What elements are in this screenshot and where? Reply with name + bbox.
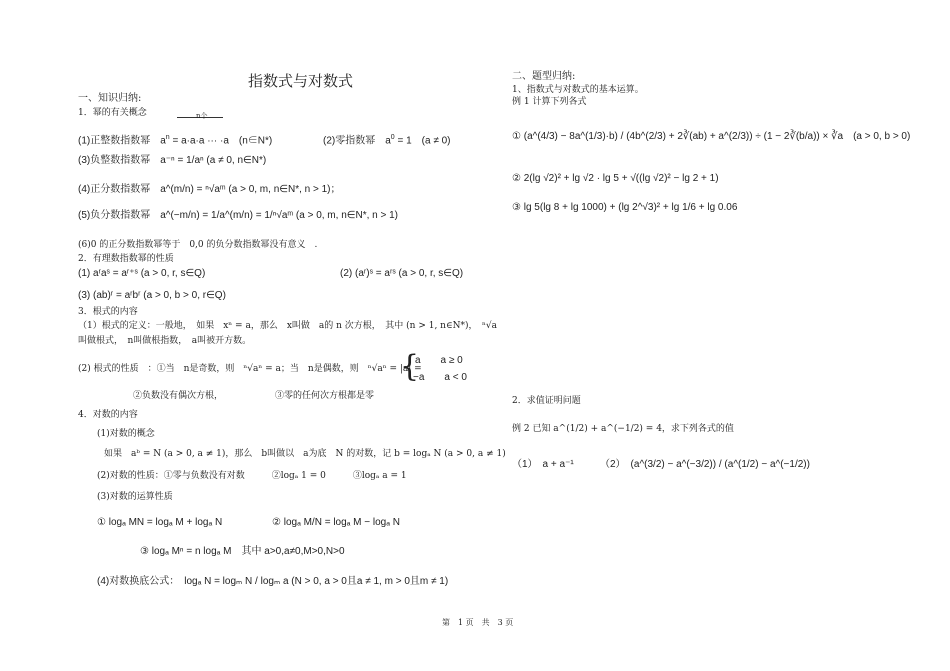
example-1-part-1: ① (a^(4/3) − 8a^(1/3)·b) / (4b^(2/3) + 2∛(ab) + a^(2/3)) ÷ (1 − 2∛(b/a)) × ∛a (a > 0, b > 0) xyxy=(512,131,911,142)
topic-logarithms: 4．对数的内容 xyxy=(78,410,138,420)
log-product-rule: ① logₐ MN = logₐ M + logₐ N xyxy=(97,517,223,528)
def-negative-integer-power: (3)负整数指数幂 a⁻ⁿ = 1/aⁿ (a ≠ 0, n∈N*) xyxy=(78,155,267,166)
def-zero-power-text: (2)零指数幂 a xyxy=(323,135,391,147)
def-zero-power xyxy=(323,132,451,146)
property-product: (1) aʳaˢ = aʳ⁺ˢ (a > 0, r, s∈Q) xyxy=(78,268,206,279)
property-product-power: (3) (ab)ʳ = aʳbʳ (a > 0, b > 0, r∈Q) xyxy=(78,290,226,301)
log-change-of-base: (4)对数换底公式： logₐ N = logₘ N / logₘ a (N > 0, a > 0且a ≠ 1, m > 0且m ≠ 1) xyxy=(97,576,449,587)
topic-radicals: 3．根式的内容 xyxy=(78,307,138,317)
zero-fractional-power-note: (6)0 的正分数指数幂等于 0,0 的负分数指数幂没有意义 . xyxy=(78,240,318,250)
topic-basic-operations: 1、指数式与对数式的基本运算。 xyxy=(512,85,644,95)
zero-power-value: = 1 (a ≠ 0) xyxy=(394,135,451,147)
log-concept-heading: (1)对数的概念 xyxy=(97,429,155,439)
example-2-part-1: （1） a + a⁻¹ xyxy=(512,459,574,470)
page-footer: 第 1 页 共 3 页 xyxy=(442,618,514,627)
def-positive-integer-power xyxy=(78,132,272,146)
example-2-part-2: （2） (a^(3/2) − a^(−3/2)) / (a^(1/2) − a^(−1/2)) xyxy=(600,459,810,470)
page-title: 指数式与对数式 xyxy=(248,72,354,90)
log-quotient-rule: ② logₐ M/N = logₐ M − logₐ N xyxy=(272,517,400,528)
radical-property: (2) 根式的性质 ：①当 n是奇数，则 ⁿ√aⁿ = a；当 n是偶数，则 ⁿ√aⁿ = |a| = xyxy=(78,364,422,374)
topic-rational-power-properties: 2．有理数指数幂的性质 xyxy=(78,254,174,264)
radical-terms: 叫做根式， n叫做根指数， a叫被开方数。 xyxy=(78,336,252,346)
def-negative-fractional-power: (5)负分数指数幂 a^(−m/n) = 1/a^(m/n) = 1/ⁿ√aᵐ (a > 0, m, n∈N*, n > 1) xyxy=(78,210,398,221)
example-1-prompt: 例 1 计算下列各式 xyxy=(512,97,587,107)
exponent-zero: 0 xyxy=(390,134,395,141)
property-power: (2) (aʳ)ˢ = aʳˢ (a > 0, r, s∈Q) xyxy=(340,268,464,279)
exponent-n: n xyxy=(165,134,170,141)
example-1-part-2: ② 2(lg √2)² + lg √2 · lg 5 + √((lg √2)² − lg 2 + 1) xyxy=(512,173,719,184)
log-operation-heading: (3)对数的运算性质 xyxy=(97,492,173,502)
example-1-part-3: ③ lg 5(lg 8 + lg 1000) + (lg 2^√3)² + lg 1/6 + lg 0.06 xyxy=(512,202,738,213)
product-expression: = a·a·a ··· ·a (n∈N*) xyxy=(169,135,273,147)
case-nonnegative: a a ≥ 0 xyxy=(415,355,463,366)
log-properties: (2)对数的性质：①零与负数没有对数 ②logₐ 1 = 0 ③logₐ a = 1 xyxy=(97,471,407,481)
def-positive-fractional-power: (4)正分数指数幂 a^(m/n) = ⁿ√aᵐ (a > 0, m, n∈N*, n > 1)； xyxy=(78,184,341,195)
radical-negative-note: ②负数没有偶次方根， xyxy=(133,391,224,401)
topic-power-concepts: 1．幂的有关概念 xyxy=(78,108,147,118)
def-positive-integer-power-text: (1)正整数指数幂 a xyxy=(78,135,166,147)
brace-icon: { xyxy=(400,349,420,384)
radical-zero-note: ③零的任何次方根都是零 xyxy=(275,391,375,401)
topic-evaluation-proof: 2．求值证明问题 xyxy=(512,396,581,406)
radical-definition: （1）根式的定义：一般地， 如果 xⁿ = a，那么 x叫做 a的 n 次方根， 其中 (n > 1, n∈N*)， ⁿ√a xyxy=(78,321,498,331)
log-power-rule: ③ logₐ Mⁿ = n logₐ M 其中 a>0,a≠0,M>0,N>0 xyxy=(140,546,345,557)
section-knowledge-heading: 一、知识归纳: xyxy=(78,93,142,104)
section-problem-types-heading: 二、题型归纳: xyxy=(512,71,576,82)
case-negative: −a a < 0 xyxy=(413,372,467,383)
log-definition: 如果 aᵇ = N (a > 0, a ≠ 1)，那么 b叫做以 a为底 N 的对数，记 b = logₐ N (a > 0, a ≠ 1) xyxy=(104,449,506,459)
n-factors-label: n个 xyxy=(196,112,208,120)
example-2-prompt: 例 2 已知 a^(1/2) + a^(−1/2) = 4，求下列各式的值 xyxy=(512,424,734,434)
